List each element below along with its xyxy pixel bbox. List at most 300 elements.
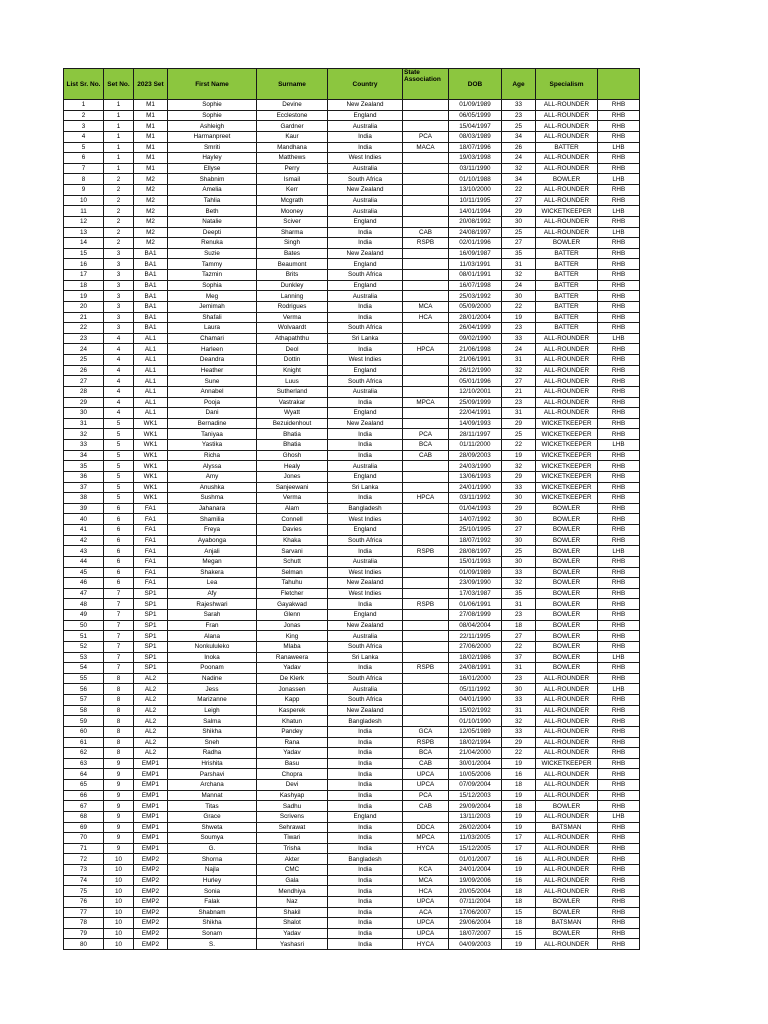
cell-specialism: BATTER [536, 312, 598, 323]
cell-state-association [403, 153, 449, 164]
cell-state-association [403, 854, 449, 865]
table-row [64, 758, 640, 769]
cell-list-sr-no: 34 [64, 450, 104, 461]
table-row [64, 631, 640, 642]
cell-age: 17 [502, 843, 536, 854]
cell-state-association [403, 652, 449, 663]
cell-age: 31 [502, 259, 536, 270]
table-row [64, 376, 640, 387]
cell-surname: Trisha [257, 843, 328, 854]
cell-batting-hand: RHB [598, 355, 640, 366]
cell-list-sr-no: 53 [64, 652, 104, 663]
cell-dob: 12/10/2001 [449, 386, 502, 397]
cell-list-sr-no: 27 [64, 376, 104, 387]
cell-list-sr-no: 20 [64, 301, 104, 312]
cell-country: South Africa [328, 323, 403, 334]
cell-first-name: Shikha [168, 918, 257, 929]
cell-list-sr-no: 18 [64, 280, 104, 291]
cell-dob: 11/03/1991 [449, 259, 502, 270]
cell-2023-set: M2 [134, 195, 168, 206]
cell-dob: 20/08/1992 [449, 216, 502, 227]
cell-country: India [328, 344, 403, 355]
cell-first-name: Ashleigh [168, 121, 257, 132]
table-row [64, 652, 640, 663]
cell-specialism: WICKETKEEPER [536, 758, 598, 769]
cell-first-name: Nonkululeko [168, 641, 257, 652]
cell-first-name: Deandra [168, 355, 257, 366]
cell-list-sr-no: 12 [64, 216, 104, 227]
cell-batting-hand: RHB [598, 503, 640, 514]
cell-first-name: Laura [168, 323, 257, 334]
cell-dob: 07/11/2004 [449, 896, 502, 907]
cell-state-association [403, 270, 449, 281]
cell-2023-set: EMP1 [134, 833, 168, 844]
cell-country: New Zealand [328, 100, 403, 111]
cell-age: 33 [502, 333, 536, 344]
cell-set-no: 5 [104, 493, 134, 504]
cell-surname: Athapaththu [257, 333, 328, 344]
cell-state-association [403, 641, 449, 652]
cell-dob: 28/01/2004 [449, 312, 502, 323]
cell-list-sr-no: 44 [64, 556, 104, 567]
cell-state-association: PCA [403, 131, 449, 142]
cell-age: 19 [502, 758, 536, 769]
cell-state-association [403, 291, 449, 302]
cell-set-no: 9 [104, 790, 134, 801]
table-row [64, 716, 640, 727]
cell-dob: 17/03/1987 [449, 588, 502, 599]
cell-specialism: BOWLER [536, 620, 598, 631]
cell-set-no: 9 [104, 822, 134, 833]
cell-2023-set: M1 [134, 121, 168, 132]
cell-country: India [328, 780, 403, 791]
cell-set-no: 3 [104, 323, 134, 334]
cell-surname: Mooney [257, 206, 328, 217]
cell-country: India [328, 726, 403, 737]
cell-dob: 18/02/1994 [449, 737, 502, 748]
cell-batting-hand: RHB [598, 216, 640, 227]
cell-age: 25 [502, 121, 536, 132]
cell-list-sr-no: 57 [64, 695, 104, 706]
cell-first-name: S. [168, 939, 257, 950]
cell-2023-set: FA1 [134, 578, 168, 589]
cell-specialism: BATSMAN [536, 918, 598, 929]
cell-surname: Dunkley [257, 280, 328, 291]
cell-age: 37 [502, 652, 536, 663]
cell-surname: Yadav [257, 663, 328, 674]
cell-batting-hand: LHB [598, 440, 640, 451]
cell-specialism: BATTER [536, 259, 598, 270]
cell-dob: 06/05/1999 [449, 110, 502, 121]
cell-first-name: Tammy [168, 259, 257, 270]
cell-first-name: Inoka [168, 652, 257, 663]
cell-set-no: 8 [104, 726, 134, 737]
cell-dob: 28/08/1997 [449, 546, 502, 557]
cell-2023-set: M1 [134, 142, 168, 153]
cell-batting-hand: RHB [598, 514, 640, 525]
table-row [64, 918, 640, 929]
cell-age: 25 [502, 429, 536, 440]
cell-country: South Africa [328, 174, 403, 185]
header-country: Country [328, 69, 403, 100]
cell-dob: 08/04/2004 [449, 620, 502, 631]
cell-age: 30 [502, 514, 536, 525]
cell-2023-set: EMP2 [134, 875, 168, 886]
cell-list-sr-no: 33 [64, 440, 104, 451]
cell-list-sr-no: 52 [64, 641, 104, 652]
cell-set-no: 3 [104, 270, 134, 281]
cell-set-no: 2 [104, 195, 134, 206]
cell-country: Australia [328, 461, 403, 472]
cell-age: 15 [502, 928, 536, 939]
cell-specialism: ALL-ROUNDER [536, 100, 598, 111]
cell-first-name: Falak [168, 896, 257, 907]
cell-country: South Africa [328, 695, 403, 706]
cell-batting-hand: RHB [598, 185, 640, 196]
cell-age: 16 [502, 769, 536, 780]
cell-dob: 25/09/1999 [449, 397, 502, 408]
cell-age: 19 [502, 865, 536, 876]
cell-set-no: 1 [104, 110, 134, 121]
cell-2023-set: BA1 [134, 301, 168, 312]
cell-surname: Wyatt [257, 408, 328, 419]
cell-batting-hand: RHB [598, 705, 640, 716]
cell-set-no: 2 [104, 174, 134, 185]
table-row [64, 546, 640, 557]
cell-state-association: BCA [403, 440, 449, 451]
cell-dob: 01/11/2000 [449, 440, 502, 451]
cell-state-association [403, 206, 449, 217]
cell-dob: 09/02/1990 [449, 333, 502, 344]
cell-dob: 03/11/1992 [449, 493, 502, 504]
table-row [64, 514, 640, 525]
table-row [64, 185, 640, 196]
cell-surname: Rodrigues [257, 301, 328, 312]
cell-age: 30 [502, 291, 536, 302]
cell-specialism: WICKETKEEPER [536, 461, 598, 472]
cell-2023-set: SP1 [134, 652, 168, 663]
cell-2023-set: BA1 [134, 270, 168, 281]
cell-set-no: 4 [104, 408, 134, 419]
cell-age: 27 [502, 376, 536, 387]
cell-specialism: WICKETKEEPER [536, 482, 598, 493]
cell-2023-set: AL1 [134, 355, 168, 366]
table-row [64, 641, 640, 652]
cell-list-sr-no: 29 [64, 397, 104, 408]
cell-batting-hand: RHB [598, 344, 640, 355]
cell-first-name: Sonia [168, 886, 257, 897]
cell-age: 26 [502, 142, 536, 153]
cell-first-name: Sune [168, 376, 257, 387]
cell-dob: 01/09/1989 [449, 567, 502, 578]
cell-state-association [403, 684, 449, 695]
cell-state-association [403, 259, 449, 270]
cell-age: 29 [502, 418, 536, 429]
cell-batting-hand: RHB [598, 471, 640, 482]
cell-specialism: BOWLER [536, 599, 598, 610]
cell-batting-hand: RHB [598, 673, 640, 684]
cell-dob: 08/03/1989 [449, 131, 502, 142]
cell-age: 31 [502, 663, 536, 674]
cell-dob: 04/01/1990 [449, 695, 502, 706]
cell-list-sr-no: 19 [64, 291, 104, 302]
cell-batting-hand: RHB [598, 695, 640, 706]
cell-set-no: 4 [104, 333, 134, 344]
cell-state-association: HCA [403, 312, 449, 323]
cell-surname: Beaumont [257, 259, 328, 270]
cell-first-name: Meg [168, 291, 257, 302]
cell-list-sr-no: 35 [64, 461, 104, 472]
cell-age: 23 [502, 610, 536, 621]
cell-set-no: 4 [104, 386, 134, 397]
cell-dob: 03/11/1990 [449, 163, 502, 174]
cell-first-name: Anushka [168, 482, 257, 493]
cell-batting-hand: RHB [598, 248, 640, 259]
cell-specialism: WICKETKEEPER [536, 440, 598, 451]
header-row [64, 69, 640, 100]
cell-dob: 10/05/2006 [449, 769, 502, 780]
cell-list-sr-no: 56 [64, 684, 104, 695]
cell-specialism: WICKETKEEPER [536, 418, 598, 429]
cell-dob: 22/04/1991 [449, 408, 502, 419]
cell-first-name: Amy [168, 471, 257, 482]
cell-first-name: Grace [168, 811, 257, 822]
cell-state-association: UPCA [403, 928, 449, 939]
cell-batting-hand: LHB [598, 652, 640, 663]
cell-age: 29 [502, 737, 536, 748]
table-row [64, 440, 640, 451]
cell-specialism: ALL-ROUNDER [536, 780, 598, 791]
cell-2023-set: EMP1 [134, 822, 168, 833]
table-row [64, 896, 640, 907]
cell-set-no: 2 [104, 206, 134, 217]
cell-age: 18 [502, 886, 536, 897]
cell-batting-hand: RHB [598, 525, 640, 536]
cell-batting-hand: RHB [598, 163, 640, 174]
cell-2023-set: AL2 [134, 705, 168, 716]
cell-set-no: 9 [104, 811, 134, 822]
cell-batting-hand: RHB [598, 928, 640, 939]
cell-specialism: BOWLER [536, 525, 598, 536]
table-row [64, 610, 640, 621]
cell-specialism: ALL-ROUNDER [536, 131, 598, 142]
cell-surname: Basu [257, 758, 328, 769]
cell-batting-hand: RHB [598, 758, 640, 769]
header-dob: DOB [449, 69, 502, 100]
cell-2023-set: AL1 [134, 365, 168, 376]
cell-batting-hand: RHB [598, 918, 640, 929]
cell-first-name: Leigh [168, 705, 257, 716]
cell-surname: King [257, 631, 328, 642]
cell-set-no: 7 [104, 610, 134, 621]
cell-dob: 12/05/1989 [449, 726, 502, 737]
cell-set-no: 1 [104, 121, 134, 132]
table-row [64, 131, 640, 142]
cell-surname: Sutherland [257, 386, 328, 397]
header-first-name: First Name [168, 69, 257, 100]
cell-surname: Ranaweera [257, 652, 328, 663]
cell-specialism: BOWLER [536, 556, 598, 567]
cell-age: 15 [502, 907, 536, 918]
cell-first-name: Titas [168, 801, 257, 812]
cell-state-association: ACA [403, 907, 449, 918]
cell-dob: 15/02/1992 [449, 705, 502, 716]
cell-country: Bangladesh [328, 854, 403, 865]
cell-surname: Verma [257, 312, 328, 323]
cell-age: 30 [502, 216, 536, 227]
cell-state-association [403, 376, 449, 387]
cell-state-association [403, 386, 449, 397]
cell-2023-set: AL1 [134, 333, 168, 344]
cell-2023-set: WK1 [134, 493, 168, 504]
cell-batting-hand: LHB [598, 206, 640, 217]
cell-specialism: ALL-ROUNDER [536, 769, 598, 780]
cell-list-sr-no: 10 [64, 195, 104, 206]
cell-first-name: Richa [168, 450, 257, 461]
cell-age: 31 [502, 599, 536, 610]
cell-set-no: 10 [104, 854, 134, 865]
table-row [64, 121, 640, 132]
cell-state-association: BCA [403, 748, 449, 759]
cell-age: 22 [502, 641, 536, 652]
cell-batting-hand: RHB [598, 100, 640, 111]
cell-dob: 01/10/1990 [449, 716, 502, 727]
cell-dob: 13/06/1993 [449, 471, 502, 482]
cell-country: South Africa [328, 535, 403, 546]
cell-list-sr-no: 5 [64, 142, 104, 153]
cell-dob: 24/08/1991 [449, 663, 502, 674]
cell-state-association [403, 588, 449, 599]
cell-batting-hand: RHB [598, 610, 640, 621]
cell-surname: Bezuidenhout [257, 418, 328, 429]
cell-list-sr-no: 31 [64, 418, 104, 429]
cell-state-association [403, 620, 449, 631]
cell-batting-hand: RHB [598, 365, 640, 376]
cell-country: Australia [328, 291, 403, 302]
cell-country: South Africa [328, 673, 403, 684]
table-row [64, 769, 640, 780]
cell-first-name: Natalie [168, 216, 257, 227]
cell-state-association: MPCA [403, 833, 449, 844]
cell-specialism: ALL-ROUNDER [536, 344, 598, 355]
cell-state-association [403, 471, 449, 482]
cell-2023-set: EMP2 [134, 928, 168, 939]
cell-batting-hand: RHB [598, 493, 640, 504]
cell-dob: 20/05/2004 [449, 886, 502, 897]
cell-set-no: 4 [104, 355, 134, 366]
cell-surname: Akter [257, 854, 328, 865]
cell-2023-set: AL2 [134, 716, 168, 727]
cell-first-name: Radha [168, 748, 257, 759]
cell-set-no: 6 [104, 546, 134, 557]
cell-batting-hand: RHB [598, 301, 640, 312]
cell-age: 27 [502, 195, 536, 206]
cell-dob: 26/02/2004 [449, 822, 502, 833]
cell-country: New Zealand [328, 248, 403, 259]
cell-set-no: 8 [104, 705, 134, 716]
cell-2023-set: EMP1 [134, 758, 168, 769]
cell-country: Australia [328, 556, 403, 567]
cell-set-no: 9 [104, 780, 134, 791]
cell-specialism: BOWLER [536, 546, 598, 557]
cell-country: New Zealand [328, 620, 403, 631]
cell-list-sr-no: 69 [64, 822, 104, 833]
cell-dob: 23/09/1990 [449, 578, 502, 589]
cell-surname: Schutt [257, 556, 328, 567]
table-row [64, 195, 640, 206]
cell-list-sr-no: 49 [64, 610, 104, 621]
cell-specialism: ALL-ROUNDER [536, 726, 598, 737]
cell-list-sr-no: 38 [64, 493, 104, 504]
cell-first-name: Renuka [168, 238, 257, 249]
cell-set-no: 10 [104, 907, 134, 918]
cell-2023-set: FA1 [134, 556, 168, 567]
cell-batting-hand: RHB [598, 780, 640, 791]
cell-list-sr-no: 13 [64, 227, 104, 238]
table-row [64, 663, 640, 674]
cell-specialism: ALL-ROUNDER [536, 386, 598, 397]
cell-state-association [403, 248, 449, 259]
table-row [64, 493, 640, 504]
cell-surname: Gayakwad [257, 599, 328, 610]
table-row [64, 227, 640, 238]
cell-first-name: Shabnam [168, 907, 257, 918]
cell-state-association: GCA [403, 726, 449, 737]
cell-country: India [328, 493, 403, 504]
cell-age: 32 [502, 716, 536, 727]
cell-2023-set: AL1 [134, 344, 168, 355]
cell-set-no: 10 [104, 875, 134, 886]
table-row [64, 684, 640, 695]
cell-country: India [328, 238, 403, 249]
header-state-association: State Association [403, 69, 449, 100]
cell-batting-hand: RHB [598, 822, 640, 833]
cell-country: New Zealand [328, 418, 403, 429]
cell-2023-set: AL2 [134, 684, 168, 695]
cell-2023-set: BA1 [134, 248, 168, 259]
cell-specialism: BATTER [536, 248, 598, 259]
cell-state-association: DDCA [403, 822, 449, 833]
cell-surname: Yadav [257, 748, 328, 759]
cell-state-association: PCA [403, 790, 449, 801]
cell-2023-set: AL1 [134, 397, 168, 408]
cell-first-name: Nadine [168, 673, 257, 684]
cell-dob: 01/09/1989 [449, 100, 502, 111]
cell-age: 19 [502, 450, 536, 461]
cell-dob: 26/12/1990 [449, 365, 502, 376]
cell-specialism: BOWLER [536, 503, 598, 514]
cell-country: India [328, 790, 403, 801]
table-row [64, 801, 640, 812]
cell-dob: 21/06/1991 [449, 355, 502, 366]
cell-set-no: 8 [104, 673, 134, 684]
cell-state-association: RSPB [403, 546, 449, 557]
cell-surname: Yashasri [257, 939, 328, 950]
cell-age: 24 [502, 153, 536, 164]
cell-first-name: Dani [168, 408, 257, 419]
cell-list-sr-no: 41 [64, 525, 104, 536]
cell-first-name: Sophia [168, 280, 257, 291]
cell-dob: 27/06/2000 [449, 641, 502, 652]
cell-specialism: ALL-ROUNDER [536, 737, 598, 748]
cell-age: 18 [502, 620, 536, 631]
cell-set-no: 10 [104, 865, 134, 876]
cell-state-association [403, 280, 449, 291]
cell-set-no: 6 [104, 525, 134, 536]
cell-country: India [328, 918, 403, 929]
cell-surname: Mendhiya [257, 886, 328, 897]
table-row [64, 599, 640, 610]
